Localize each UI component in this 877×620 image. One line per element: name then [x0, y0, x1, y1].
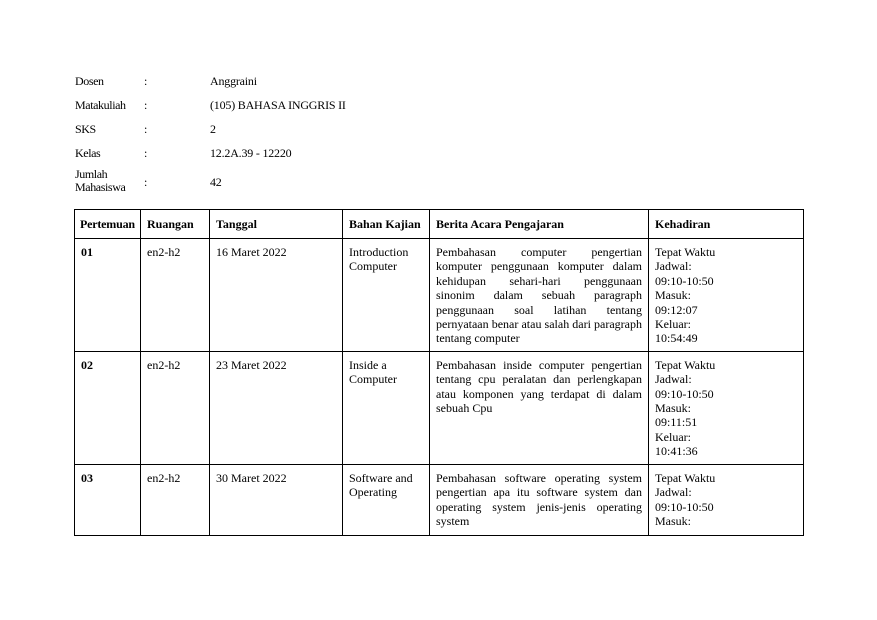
table-row — [75, 239, 804, 352]
info-label: Matakuliah — [75, 98, 126, 112]
table-row — [75, 351, 804, 464]
cell-tanggal: 30 Maret 2022 — [210, 464, 343, 535]
kehadiran-masuk: 09:11:51 — [655, 415, 698, 430]
info-value: (105) BAHASA INGGRIS II — [210, 98, 346, 112]
info-value: 2 — [210, 122, 216, 136]
kehadiran-jadwal: 09:10-10:50 — [655, 499, 714, 514]
header-berita-acara: Berita Acara Pengajaran — [430, 210, 649, 239]
info-value: Anggraini — [210, 74, 257, 88]
cell-bahan-kajian: Software and Operating — [343, 464, 430, 535]
table-header-row — [75, 210, 804, 239]
info-value: 12.2A.39 - 12220 — [210, 146, 292, 160]
info-label: Kelas — [75, 146, 101, 160]
kehadiran-keluar-label: Keluar: — [655, 317, 691, 332]
cell-berita-acara: Pembahasan computer pengertian komputer penggunaan komputer dalam kehidupan sehari-hari penggunaan sinonim dalam sebuah paragraph penggunaan soal latihan tentang pernyataan benar atau salah dari paragraph tentang computer — [430, 239, 649, 352]
kehadiran-status: Tepat Waktu — [655, 357, 716, 372]
kehadiran-masuk-label: Masuk: — [655, 401, 691, 416]
cell-pertemuan: 03 — [75, 464, 141, 535]
header-kehadiran: Kehadiran — [649, 210, 804, 239]
info-separator: : — [144, 122, 148, 136]
kehadiran-status: Tepat Waktu — [655, 245, 716, 259]
kehadiran-jadwal-label: Jadwal: — [655, 259, 692, 274]
kehadiran-jadwal: 09:10-10:50 — [655, 386, 714, 401]
kehadiran-masuk-label: Masuk: — [655, 288, 691, 303]
cell-tanggal: 16 Maret 2022 — [210, 239, 343, 352]
table-row — [75, 464, 804, 535]
header-pertemuan: Pertemuan — [75, 210, 141, 239]
kehadiran-keluar: 10:41:36 — [655, 444, 698, 459]
cell-ruangan: en2-h2 — [141, 464, 210, 535]
cell-bahan-kajian: Inside a Computer — [343, 351, 430, 464]
cell-berita-acara: Pembahasan software operating system pengertian apa itu software system dan operating system jenis-jenis operating system — [430, 464, 649, 535]
kehadiran-masuk-label: Masuk: — [655, 513, 691, 528]
info-separator: : — [144, 146, 148, 160]
info-value: 42 — [210, 175, 222, 189]
info-separator: : — [144, 74, 148, 88]
cell-tanggal: 23 Maret 2022 — [210, 351, 343, 464]
info-label: Dosen — [75, 74, 104, 88]
info-label: SKS — [75, 122, 96, 136]
kehadiran-status: Tepat Waktu — [655, 470, 716, 485]
cell-kehadiran — [649, 239, 804, 352]
info-separator: : — [144, 98, 148, 112]
cell-berita-acara: Pembahasan inside computer pengertian tentang cpu peralatan dan perlengkapan atau komponen yang terdapat di dalam sebuah Cpu — [430, 351, 649, 464]
header-bahan-kajian: Bahan Kajian — [343, 210, 430, 239]
header-ruangan: Ruangan — [141, 210, 210, 239]
cell-pertemuan: 02 — [75, 351, 141, 464]
kehadiran-keluar-label: Keluar: — [655, 429, 691, 444]
header-tanggal: Tanggal — [210, 210, 343, 239]
kehadiran-keluar: 10:54:49 — [655, 331, 698, 346]
kehadiran-jadwal: 09:10-10:50 — [655, 273, 714, 288]
cell-ruangan: en2-h2 — [141, 239, 210, 352]
info-label: Jumlah Mahasiswa — [75, 167, 126, 194]
cell-ruangan: en2-h2 — [141, 351, 210, 464]
attendance-table — [74, 209, 804, 536]
kehadiran-jadwal-label: Jadwal: — [655, 372, 692, 387]
cell-kehadiran — [649, 351, 804, 464]
info-separator: : — [144, 175, 148, 189]
kehadiran-jadwal-label: Jadwal: — [655, 485, 692, 500]
kehadiran-masuk: 09:12:07 — [655, 302, 698, 317]
cell-pertemuan: 01 — [75, 239, 141, 352]
cell-kehadiran — [649, 464, 804, 535]
cell-bahan-kajian: Introduction Computer — [343, 239, 430, 352]
